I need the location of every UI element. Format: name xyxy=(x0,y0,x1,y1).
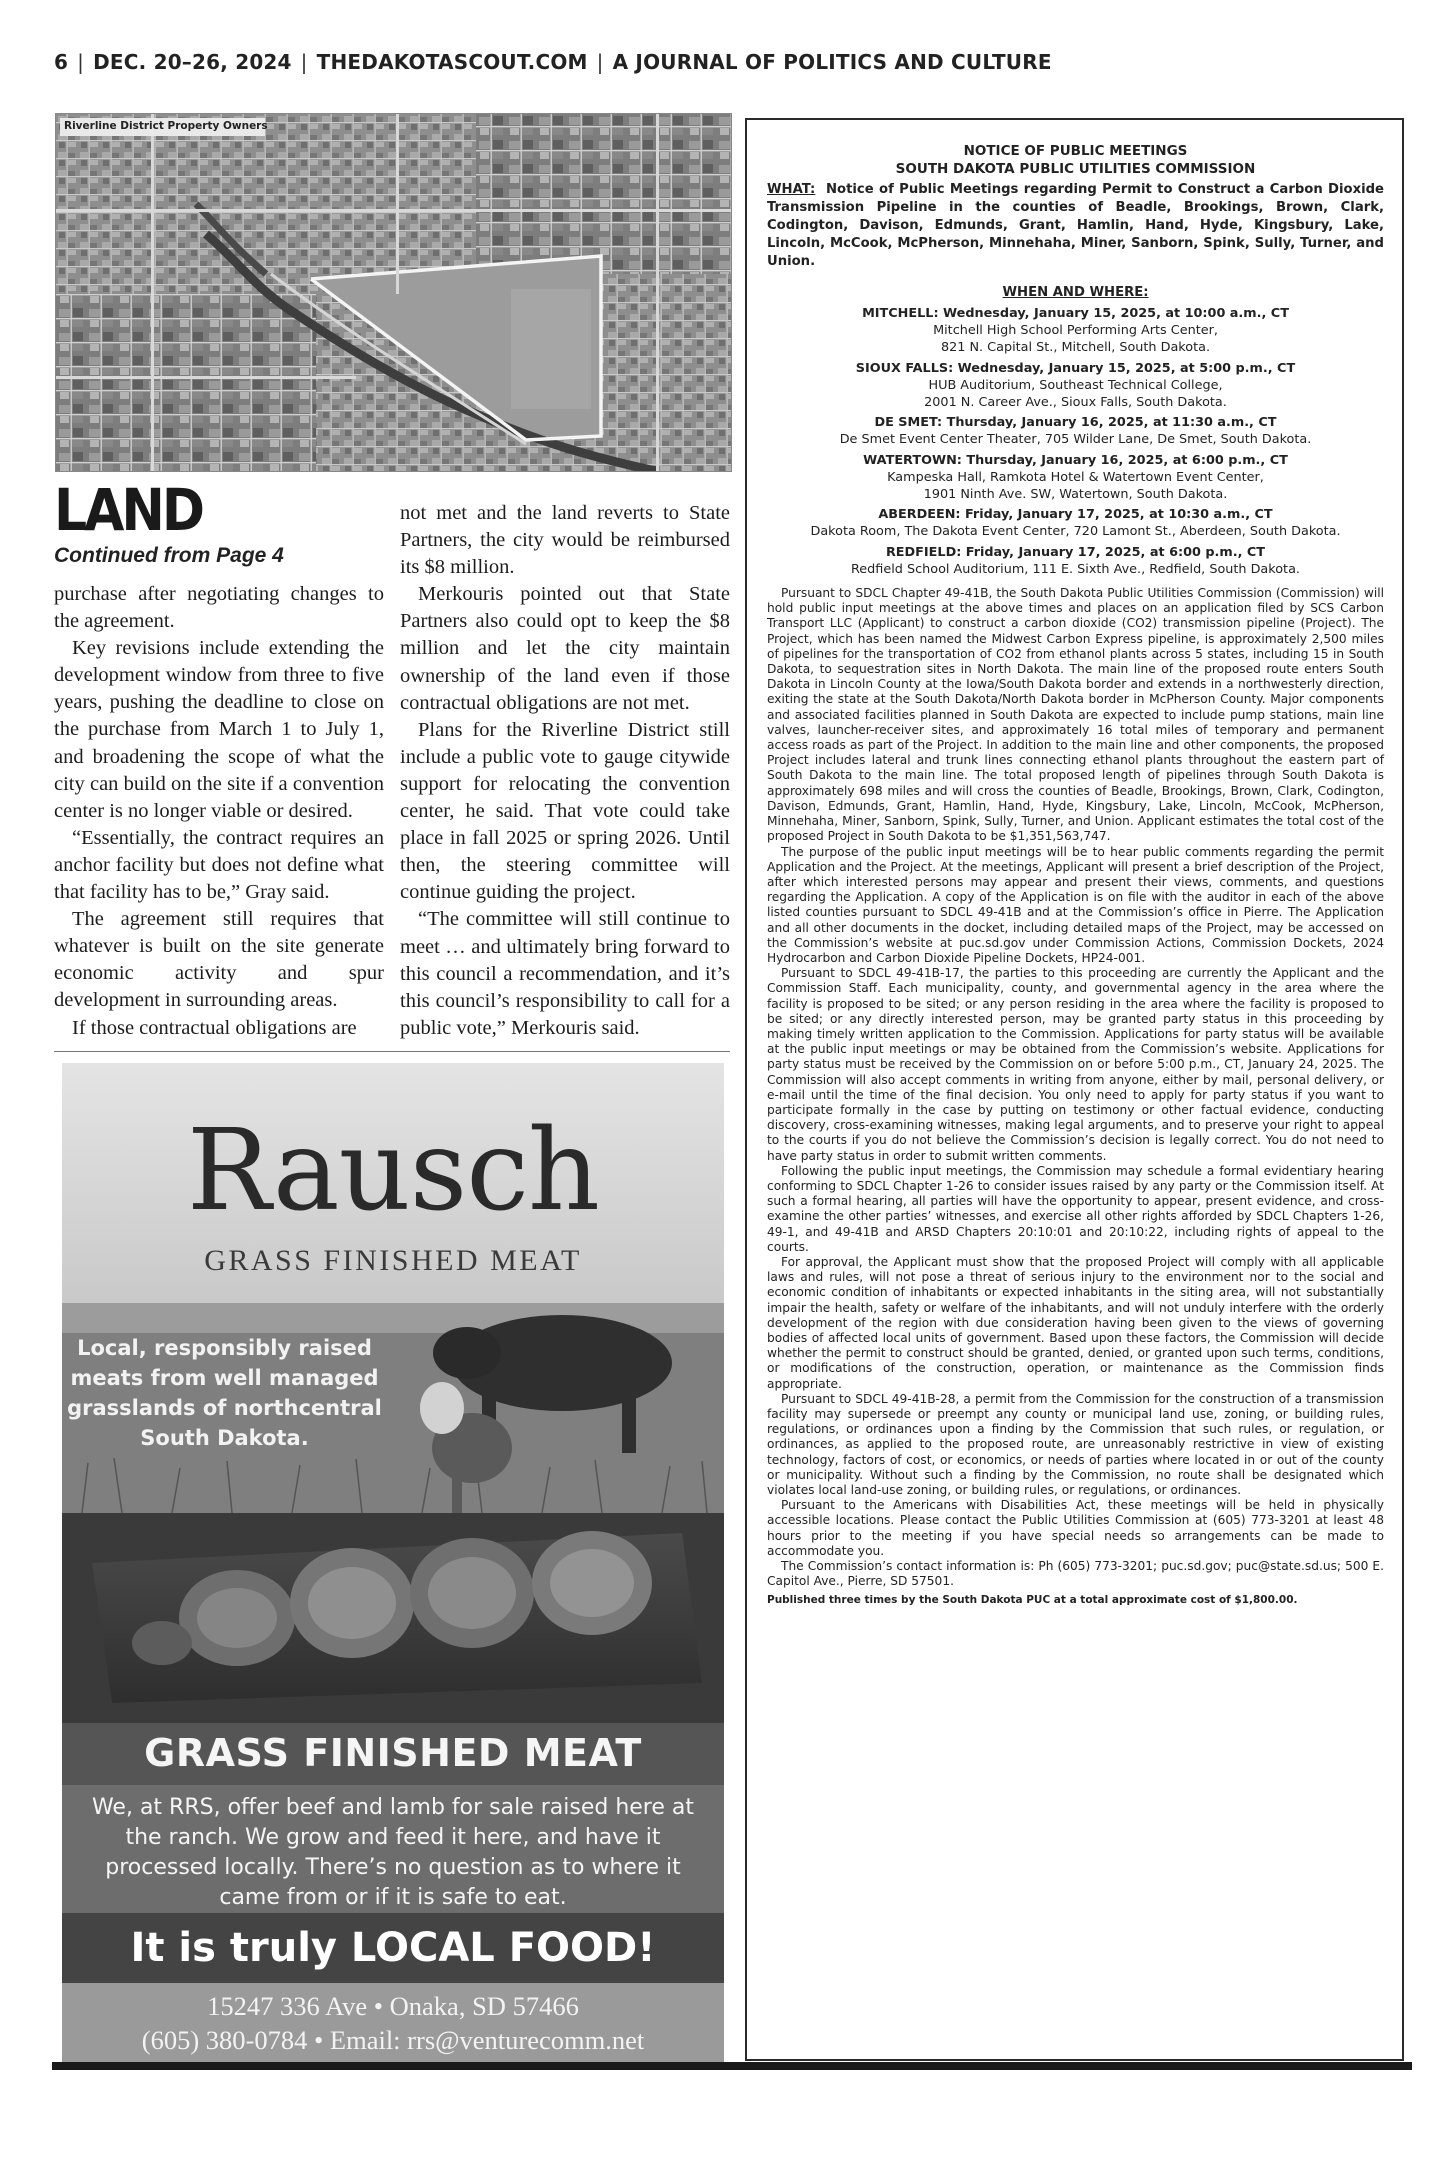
bottom-rule xyxy=(52,2062,1412,2070)
public-notice-content xyxy=(767,142,1384,1607)
meeting-aberdeen xyxy=(767,506,1384,540)
paragraph: Key revisions include extending the development window from three to five years, pushing the deadline to close on the purchase from March 1 to July 1, and broadening the scope of what the city can build on the site if a convention center is no longer viable or desired. xyxy=(54,637,384,822)
notice-paragraph: The Commission’s contact information is: Ph (605) 773-3201; puc.sd.gov; puc@state.sd.us; 500 E. Capitol Ave., Pierre, SD 57501. xyxy=(767,1559,1384,1589)
ad-subtitle: GRASS FINISHED MEAT xyxy=(204,1244,582,1277)
meeting-heading: WATERTOWN: Thursday, January 16, 2025, at 6:00 p.m., CT xyxy=(863,452,1288,468)
public-notice-box xyxy=(745,118,1404,2061)
meeting-line: 2001 N. Career Ave., Sioux Falls, South Dakota. xyxy=(924,395,1227,411)
riverline-map xyxy=(55,113,732,472)
meeting-line: 1901 Ninth Ave. SW, Watertown, South Dakota. xyxy=(923,487,1228,503)
article-column-2 xyxy=(400,500,730,1042)
paragraph: “Essentially, the contract requires an anchor facility but does not define what that facility has to be,” Gray said. xyxy=(54,826,384,904)
paragraph: purchase after negotiating changes to the agreement. xyxy=(54,583,384,633)
ad-phone-email: (605) 380-0784 • Email: rrs@venturecomm.net xyxy=(141,2025,645,2055)
meeting-line: Redfield School Auditorium, 111 E. Sixth Ave., Redfield, South Dakota. xyxy=(850,561,1300,577)
paragraph: not met and the land reverts to State Partners, the city would be reimbursed its $8 million. xyxy=(400,502,730,579)
meeting-heading: DE SMET: Thursday, January 16, 2025, at 11:30 a.m., CT xyxy=(874,415,1277,431)
ad-headline: GRASS FINISHED MEAT xyxy=(144,1731,642,1775)
notice-title: NOTICE OF PUBLIC MEETINGS xyxy=(963,143,1188,159)
notice-paragraph: Pursuant to the Americans with Disabilities Act, these meetings will be held in physically accessible locations. Please contact the Public Utilities Commission at (605) 773-3201 at least 48 hours prior to the meeting if you have special needs so arrangements can be made to accommodate you. xyxy=(767,1498,1384,1558)
meeting-heading: REDFIELD: Friday, January 17, 2025, at 6:00 p.m., CT xyxy=(885,544,1266,560)
notice-paragraph: Pursuant to SDCL 49-41B-28, a permit from the Commission for the construction of a transmission facility may supersede or preempt any county or municipal land use, zoning, or building rules, regulations, or ordinances upon a finding by the Commission that such rules, or regulation, or ordinances, as applied to the proposed route, are unreasonably restrictive in view of existing technology, factors of cost, or economics, or needs of parties where located in or out of the county or municipality. Without such a finding by the Commission, no route shall be designated which violates local land-use zoning, or building rules, or regulations, or ordinances. xyxy=(767,1391,1384,1498)
ad-local-text: Local, responsibly raised meats from well managed grasslands of northcentral South Dakota. xyxy=(67,1336,382,1450)
notice-paragraph: For approval, the Applicant must show that the proposed Project will comply with all applicable laws and rules, will not pose a threat of serious injury to the environment nor to the social and economic condition of inhabitants or expected inhabitants in the siting area, will not substantially impair the health, safety or welfare of the inhabitants, and will not unduly interfere with the orderly development of the region with due consideration having been given to the views of governing bodies of affected local units of government. Based upon these factors, the Commission will decide whether the permit to construct should be granted, denied, or granted upon such terms, conditions, or modifications of the construction, operation, or maintenance as the Commission finds appropriate. xyxy=(767,1254,1384,1391)
ad-address: 15247 336 Ave • Onaka, SD 57466 xyxy=(207,1991,579,2021)
when-label: WHEN AND WHERE: xyxy=(1002,285,1149,300)
paragraph: If those contractual obligations are xyxy=(72,1016,357,1039)
paragraph: “The committee will still continue to meet … and ultimately bring forward to this council a recommendation, and it’s this council’s responsibility to call for a public vote,” Merkouris said. xyxy=(400,908,730,1039)
rausch-advertisement xyxy=(62,1063,724,2063)
meeting-line: De Smet Event Center Theater, 705 Wilder Lane, De Smet, South Dakota. xyxy=(839,432,1312,448)
meeting-redfield xyxy=(767,544,1384,578)
issue-date: DEC. 20–26, 2024 xyxy=(93,50,292,74)
notice-paragraph: Pursuant to SDCL 49-41B-17, the parties to this proceeding are currently the Applicant and the Commission Staff. Each municipality, county, and governmental agency in the area where the facility is proposed to be sited; or any person residing in the area where the facility is proposed to be sited; or any directly interested person, may be granted party status in this proceeding by making timely written application to the Commission. Applications for party status will be available at the public input meetings or may be obtained from the Commission’s website. Applications for party status must be received by the Commission on or before 5:00 p.m., CT, January 24, 2025. The Commission will also accept comments in writing from anyone, either by mail, personal delivery, or e-mail until the time of the final decision. You only need to apply for party status if you want to participate formally in the case by putting on testimony or other factual evidence, conducting discovery, cross-examining witnesses, making legal arguments, and to preserve your right to appeal to the courts if you do not believe the Commission’s decision is legally correct. You do not need to have party status in order to submit written comments. xyxy=(767,966,1384,1163)
notice-what xyxy=(767,181,1384,271)
meeting-sioux-falls xyxy=(767,360,1384,412)
meeting-heading: MITCHELL: Wednesday, January 15, 2025, at 10:00 a.m., CT xyxy=(862,306,1289,321)
paragraph: The agreement still requires that whatever is built on the site generate economic activity and spur development in surrounding areas. xyxy=(54,908,384,1012)
notice-subtitle: SOUTH DAKOTA PUBLIC UTILITIES COMMISSION xyxy=(895,161,1256,177)
meeting-de-smet xyxy=(767,414,1384,448)
notice-paragraph: Pursuant to SDCL Chapter 49-41B, the South Dakota Public Utilities Commission (Commission) will hold public input meetings at the above times and places on an application filed by SCS Carbon Transport LLC (Applicant) to construct a carbon dioxide (CO2) transmission pipeline (Project). The Project, which has been named the Midwest Carbon Express pipeline, is approximately 2,500 miles of pipelines for the transportation of CO2 from ethanol plants across 5 states, including 15 in South Dakota, to sequestration sites in North Dakota. The main line of the proposed route enters South Dakota in Lincoln County at the Iowa/South Dakota border and extends in a northwesterly direction, exiting the state at the South Dakota/North Dakota border in McPherson County. Major components and associated facilities planned in South Dakota are expected to include pump stations, main line valves, launcher-receiver sites, and approximately 16 total miles of temporary and permanent access roads as part of the Project. In addition to the main line and other components, the proposed Project includes lateral and trunk lines connecting ethanol plants throughout the eastern part of South Dakota to the main line. The total proposed length of pipelines through South Dakota is approximately 698 miles and will cross the counties of Beadle, Brookings, Brown, Clark, Codington, Davison, Edmunds, Grant, Hamlin, Hand, Hyde, Kingsbury, Lake, Lincoln, McCook, McPherson, Minnehaha, Miner, Sanborn, Spink, Sully, Turner, and Union. Applicant estimates the total cost of the proposed Project in South Dakota to be $1,351,563,747. xyxy=(767,586,1384,844)
notice-footer: Published three times by the South Dakota PUC at a total approximate cost of $1,800.00. xyxy=(767,1594,1298,1607)
ad-body: We, at RRS, offer beef and lamb for sale raised here at the ranch. We grow and feed it here, and have it processed locally. There’s no question as to where it came from or if it is safe to eat. xyxy=(91,1795,695,1910)
meeting-mitchell xyxy=(767,305,1384,357)
meeting-line: Mitchell High School Performing Arts Center, xyxy=(933,323,1218,339)
meeting-watertown xyxy=(767,452,1384,504)
meeting-line: HUB Auditorium, Southeast Technical College, xyxy=(928,377,1223,393)
meeting-line: 821 N. Capital St., Mitchell, South Dakota. xyxy=(940,340,1211,356)
map-label: Riverline District Property Owners xyxy=(64,120,268,132)
tagline: A JOURNAL OF POLITICS AND CULTURE xyxy=(612,50,1052,74)
meeting-heading: SIOUX FALLS: Wednesday, January 15, 2025, at 5:00 p.m., CT xyxy=(855,360,1296,376)
what-text: Notice of Public Meetings regarding Permit to Construct a Carbon Dioxide Transmission Pipeline in the counties of Beadle, Brookings, Brown, Clark, Codington, Davison, Edmunds, Grant, Hamlin, Hand, Hyde, Kingsbury, Lake, Lincoln, McCook, McPherson, Minnehaha, Miner, Sanborn, Spink, Sully, Turner, and Union. xyxy=(767,182,1384,269)
continued-from: Continued from Page 4 xyxy=(54,544,284,567)
article-column-1 xyxy=(54,581,384,1042)
ad-tagline: It is truly LOCAL FOOD! xyxy=(130,1925,656,1971)
article-title: LAND xyxy=(54,477,203,545)
page-header: 6 | DEC. 20–26, 2024 | THEDAKOTASCOUT.COM | A JOURNAL OF POLITICS AND CULTURE xyxy=(54,50,1052,74)
ad-brand: Rausch xyxy=(186,1106,600,1236)
section-divider xyxy=(54,1051,730,1052)
meeting-line: Dakota Room, The Dakota Event Center, 720 Lamont St., Aberdeen, South Dakota. xyxy=(810,524,1341,540)
notice-paragraph: The purpose of the public input meetings will be to hear public comments regarding the permit Application and the Project. At the meetings, Applicant will present a brief description of the Project, after which interested persons may appear and present their views, comments, and questions regarding the Application. A copy of the Application is on file with the auditor in each of the above listed counties pursuant to SDCL 49-41B and at the Commission’s office in Pierre. The Application and all other documents in the docket, including detailed maps of the Project, may be accessed on the Commission’s website at puc.sd.gov under Commission Actions, Commission Dockets, 2024 Hydrocarbon and Carbon Dioxide Pipeline Dockets, HP24-001. xyxy=(767,844,1384,965)
ad-contact xyxy=(62,1983,724,2063)
what-label: WHAT: xyxy=(767,182,816,197)
meeting-line: Kampeska Hall, Ramkota Hotel & Watertown Event Center, xyxy=(887,469,1264,485)
site-link[interactable]: THEDAKOTASCOUT.COM xyxy=(316,50,588,74)
paragraph: Plans for the Riverline District still include a public vote to gauge citywide support for relocating the convention center, he said. That vote could take place in fall 2025 or spring 2026. Until then, the steering committee will continue guiding the project. xyxy=(400,718,730,904)
paragraph: Merkouris pointed out that State Partners also could opt to keep the $8 million and let the city maintain ownership of the land even if those contractual obligations are not met. xyxy=(400,583,730,714)
meeting-heading: ABERDEEN: Friday, January 17, 2025, at 10:30 a.m., CT xyxy=(878,507,1273,523)
page-number: 6 xyxy=(54,50,69,74)
notice-paragraph: Following the public input meetings, the Commission may schedule a formal evidentiary hearing conforming to SDCL Chapter 1-26 to consider issues raised by any party or the Commission itself. At such a formal hearing, all parties will have the opportunity to appear, present evidence, and cross-examine the other parties’ witnesses, and exercise all other rights afforded by SDCL Chapters 1-26, 49-1, and 49-41B and ARSD Chapters 20:10:01 and 20:10:22, including rights of appeal to the courts. xyxy=(767,1163,1384,1254)
